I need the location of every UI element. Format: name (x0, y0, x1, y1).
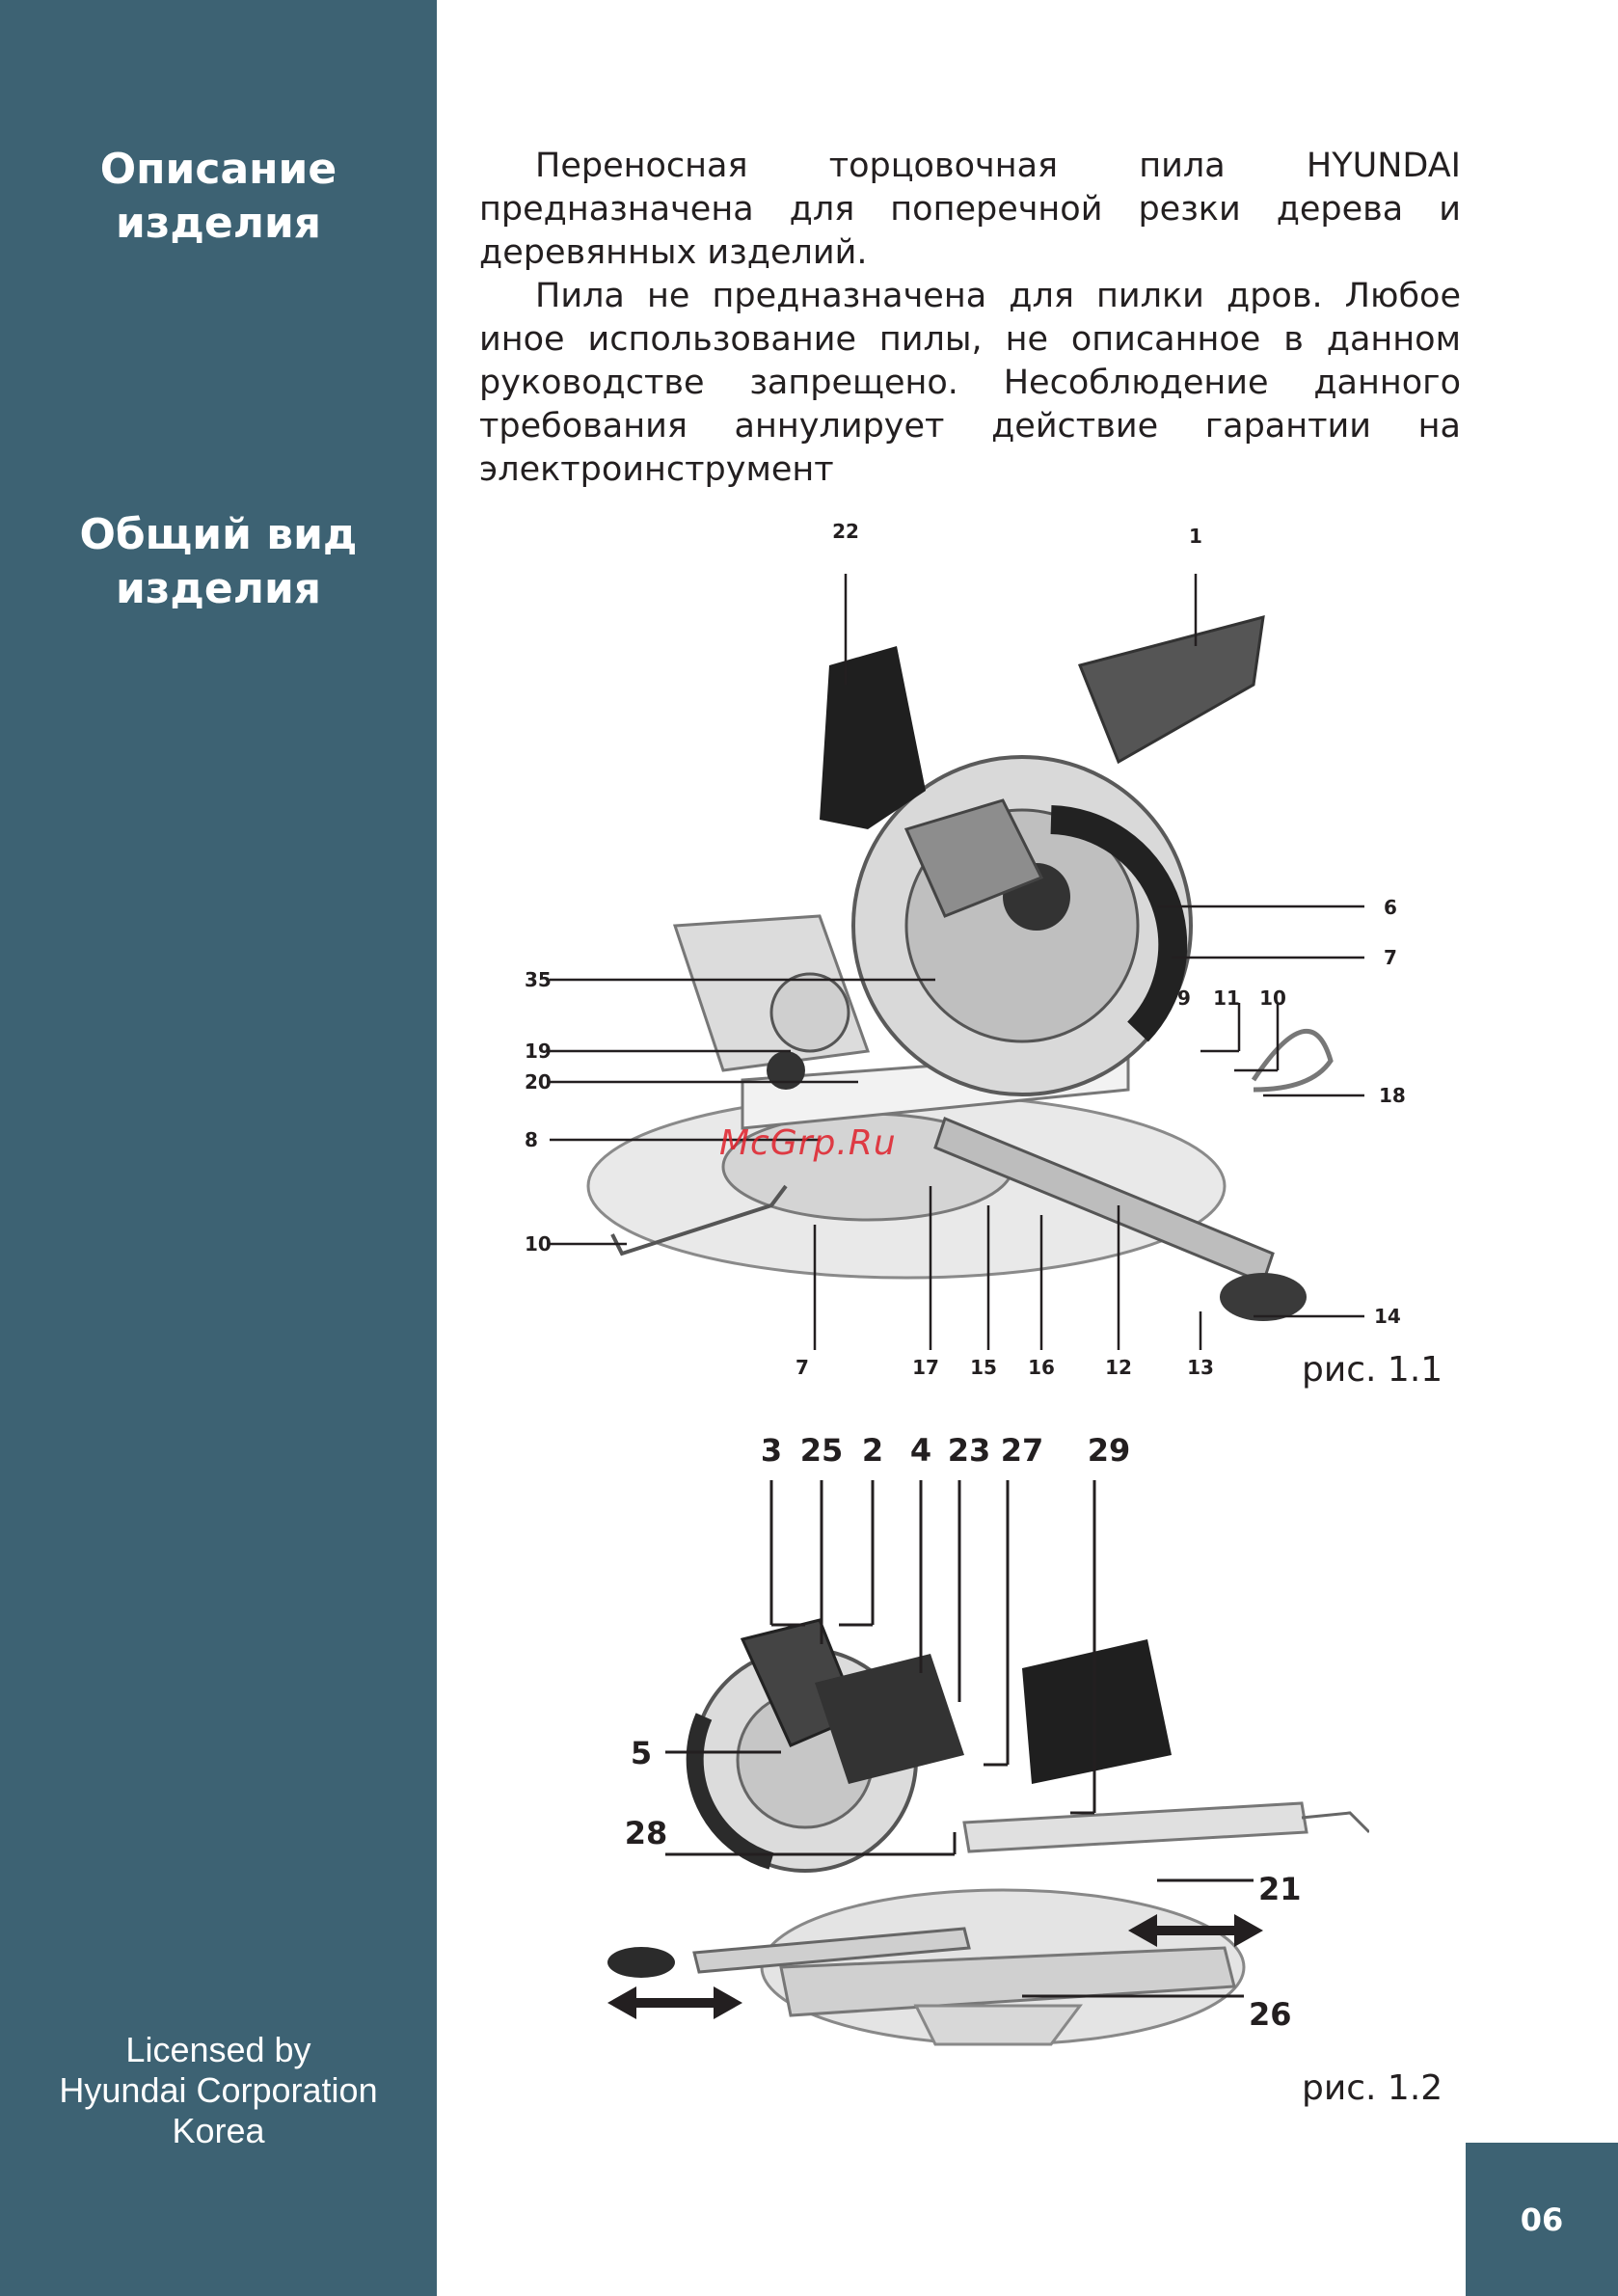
callout-10b: 10 (525, 1232, 552, 1256)
callout-3: 3 (760, 1432, 783, 1469)
miter-saw-side-illustration (598, 1427, 1369, 2121)
license-line: Hyundai Corporation (59, 2070, 378, 2110)
callout-19: 19 (525, 1040, 552, 1063)
callout-28: 28 (624, 1815, 668, 1851)
callout-8: 8 (525, 1128, 538, 1151)
callout-15: 15 (970, 1356, 997, 1379)
callout-20: 20 (525, 1070, 552, 1094)
callout-4: 4 (909, 1432, 932, 1469)
heading-line: Общий вид (79, 510, 358, 559)
callout-29: 29 (1087, 1432, 1131, 1469)
page-number-box (1466, 2143, 1618, 2296)
callout-2: 2 (861, 1432, 884, 1469)
callout-18: 18 (1379, 1084, 1406, 1107)
callout-5: 5 (630, 1735, 653, 1771)
callout-27: 27 (1000, 1432, 1044, 1469)
callout-13: 13 (1187, 1356, 1214, 1379)
sidebar (0, 0, 437, 2296)
figure-1-2-caption: рис. 1.2 (1302, 2068, 1443, 2108)
callout-9: 9 (1177, 986, 1191, 1010)
callout-16: 16 (1028, 1356, 1055, 1379)
callout-23: 23 (947, 1432, 991, 1469)
heading-line: изделия (115, 564, 322, 613)
callout-22: 22 (832, 520, 859, 543)
callout-17: 17 (912, 1356, 939, 1379)
page-number: 06 (1520, 2201, 1564, 2238)
callout-12: 12 (1105, 1356, 1132, 1379)
paragraph: Переносная торцовочная пила HYUNDAI предназначена для поперечной резки дерева и деревянных изделий. (479, 147, 1461, 272)
license-text (0, 2030, 437, 2151)
license-line: Korea (172, 2111, 265, 2150)
callout-10: 10 (1259, 986, 1286, 1010)
watermark: McGrp.Ru (719, 1123, 897, 1163)
callout-7b: 7 (796, 1356, 809, 1379)
callout-11: 11 (1213, 986, 1240, 1010)
callout-6: 6 (1384, 896, 1397, 919)
body-text (479, 145, 1461, 492)
callout-1: 1 (1189, 525, 1202, 548)
license-line: Licensed by (125, 2030, 311, 2069)
figure-1-1-caption: рис. 1.1 (1302, 1350, 1443, 1390)
miter-saw-illustration (501, 511, 1475, 1398)
callout-25: 25 (799, 1432, 844, 1469)
callout-21: 21 (1258, 1871, 1302, 1907)
callout-14: 14 (1374, 1305, 1401, 1328)
heading-line: изделия (115, 199, 322, 248)
section-heading-description (0, 143, 437, 251)
heading-line: Описание (99, 145, 337, 194)
callout-35: 35 (525, 968, 552, 991)
figure-1-2 (598, 1427, 1369, 2121)
figure-1-1 (501, 511, 1475, 1398)
callout-26: 26 (1249, 1996, 1292, 2033)
paragraph: Пила не предназначена для пилки дров. Любое иное использование пилы, не описанное в данном руководстве запрещено. Несоблюдение данного требования аннулирует действие гарантии на электроинструмент (479, 277, 1461, 489)
section-heading-overview (0, 508, 437, 616)
callout-7: 7 (1384, 946, 1397, 969)
